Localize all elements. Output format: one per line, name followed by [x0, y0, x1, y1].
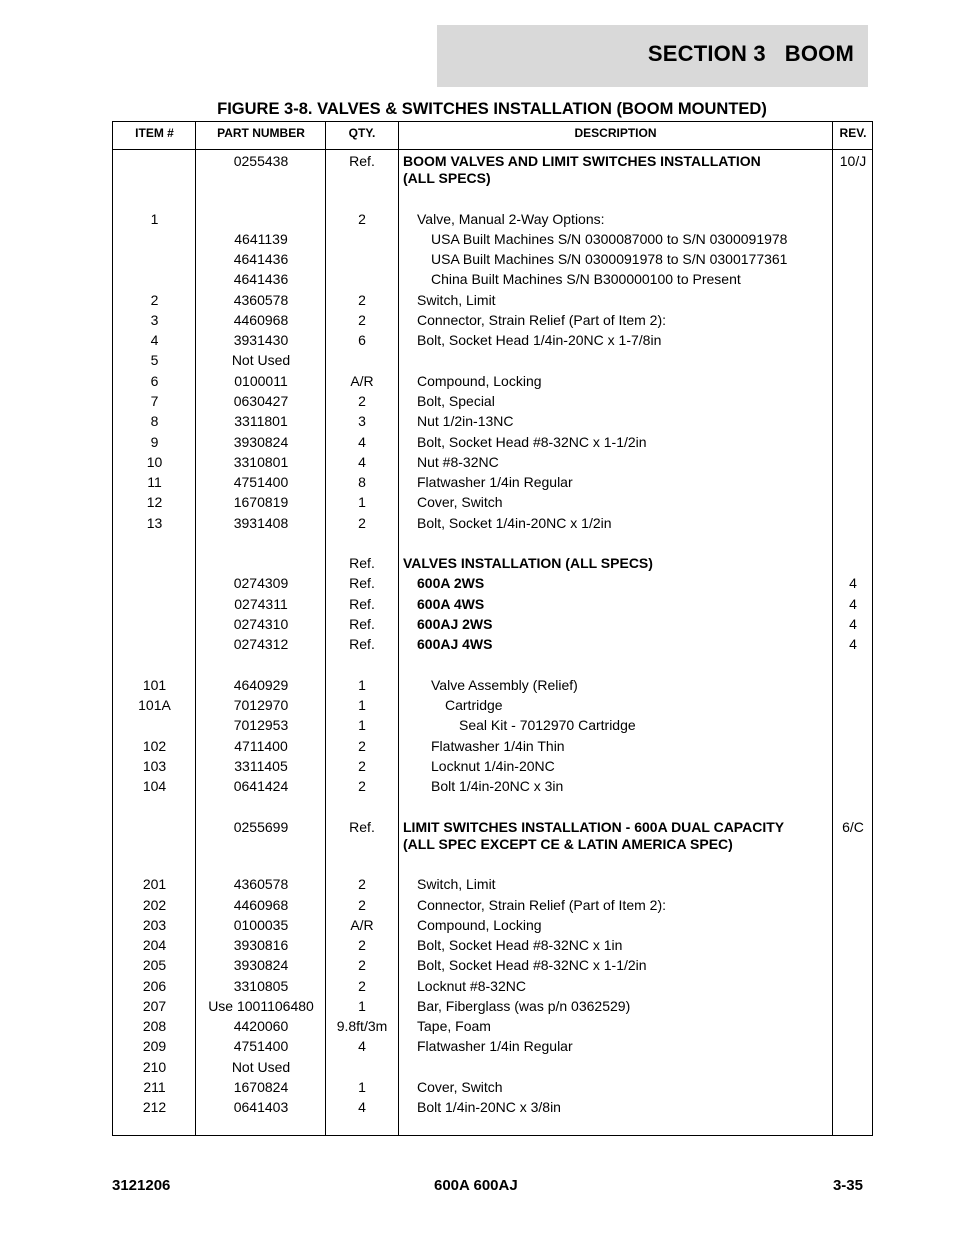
table-cell-quantity: 2 — [358, 211, 366, 227]
table-cell-description: BOOM VALVES AND LIMIT SWITCHES INSTALLATION — [403, 153, 761, 169]
table-cell-item-number: 8 — [150, 413, 159, 429]
table-cell-part-number: 0255438 — [233, 153, 289, 169]
table-cell-quantity: 4 — [358, 1038, 366, 1054]
table-cell-item-number: 3 — [150, 312, 159, 328]
table-cell-item-number: 212 — [142, 1099, 167, 1115]
table-cell-part-number: 7012970 — [233, 697, 289, 713]
figure-title: FIGURE 3-8. VALVES & SWITCHES INSTALLATION (BOOM MOUNTED) — [217, 100, 767, 118]
table-cell-description: 600A 2WS — [417, 575, 485, 591]
table-cell-item-number: 9 — [150, 434, 159, 450]
table-cell-part-number: 0255699 — [233, 819, 289, 835]
section-header — [437, 25, 868, 87]
header-description: DESCRIPTION — [574, 126, 657, 140]
table-cell-description: Cover, Switch — [417, 1079, 503, 1095]
table-cell-part-number: 4711400 — [234, 738, 288, 754]
table-cell-description: Switch, Limit — [417, 876, 496, 892]
table-cell-description: (ALL SPEC EXCEPT CE & LATIN AMERICA SPEC) — [403, 836, 733, 852]
table-cell-revision: 4 — [849, 575, 857, 591]
table-cell-description: Bolt, Socket Head #8-32NC x 1-1/2in — [417, 957, 647, 973]
table-cell-quantity: 1 — [358, 697, 366, 713]
table-cell-quantity: Ref. — [349, 555, 375, 571]
table-cell-quantity: 2 — [358, 978, 366, 994]
table-cell-part-number: 4641436 — [233, 271, 289, 287]
table-cell-description: Bolt, Socket 1/4in-20NC x 1/2in — [417, 515, 612, 531]
table-cell-item-number: 104 — [142, 778, 167, 794]
parts-table — [112, 121, 873, 1136]
table-cell-part-number: 3311405 — [234, 758, 288, 774]
table-cell-description: China Built Machines S/N B300000100 to Present — [431, 271, 741, 287]
table-cell-part-number: 4420060 — [233, 1018, 289, 1034]
section-title: SECTION 3 BOOM — [647, 41, 854, 66]
table-cell-part-number: 3310801 — [233, 454, 289, 470]
table-cell-part-number: 4360578 — [233, 876, 289, 892]
table-cell-item-number: 11 — [147, 474, 162, 490]
table-cell-revision: 6/C — [842, 819, 864, 835]
table-cell-description: Bolt 1/4in-20NC x 3/8in — [417, 1099, 561, 1115]
table-cell-description: Bolt, Socket Head #8-32NC x 1-1/2in — [417, 434, 647, 450]
table-cell-quantity: 2 — [358, 515, 366, 531]
table-cell-quantity: 8 — [358, 474, 366, 490]
table-cell-quantity: 1 — [358, 998, 366, 1014]
table-cell-quantity: 6 — [358, 332, 366, 348]
table-cell-revision: 10/J — [839, 153, 867, 169]
table-cell-part-number: 0274311 — [234, 596, 288, 612]
table-cell-part-number: 4360578 — [233, 292, 289, 308]
table-cell-description: VALVES INSTALLATION (ALL SPECS) — [403, 555, 653, 571]
table-cell-part-number: 3931430 — [233, 332, 289, 348]
header-rev: REV. — [839, 126, 867, 140]
table-cell-part-number: 0630427 — [233, 393, 289, 409]
footer-models: 600A 600AJ — [434, 1177, 518, 1194]
table-cell-revision: 4 — [849, 596, 857, 612]
table-cell-description: 600AJ 4WS — [417, 636, 493, 652]
table-cell-quantity: Ref. — [349, 636, 375, 652]
table-cell-part-number: 0100011 — [234, 373, 288, 389]
table-cell-quantity: 2 — [358, 758, 366, 774]
table-cell-description: Tape, Foam — [417, 1018, 491, 1034]
table-cell-description: Bolt 1/4in-20NC x 3in — [431, 778, 564, 794]
table-cell-quantity: 1 — [358, 1079, 366, 1095]
table-cell-description: Bolt, Socket Head #8-32NC x 1in — [417, 937, 623, 953]
table-cell-item-number: 6 — [150, 373, 159, 389]
table-cell-item-number: 208 — [142, 1018, 167, 1034]
table-cell-item-number: 103 — [142, 758, 167, 774]
table-cell-quantity: Ref. — [349, 616, 375, 632]
table-cell-part-number: 4640929 — [233, 677, 289, 693]
table-cell-quantity: 9.8ft/3m — [336, 1018, 388, 1034]
table-cell-description: Locknut 1/4in-20NC — [431, 758, 555, 774]
table-cell-description: Locknut #8-32NC — [417, 978, 526, 994]
table-cell-item-number: 13 — [146, 515, 163, 531]
table-cell-description: Bar, Fiberglass (was p/n 0362529) — [417, 998, 631, 1014]
table-cell-description: Valve Assembly (Relief) — [431, 677, 578, 693]
table-cell-item-number: 209 — [142, 1038, 167, 1054]
table-cell-description: (ALL SPECS) — [403, 170, 491, 186]
table-cell-item-number: 206 — [142, 978, 167, 994]
table-cell-quantity: 1 — [358, 677, 366, 693]
table-cell-part-number: 0274309 — [233, 575, 289, 591]
table-cell-part-number: 4460968 — [233, 897, 289, 913]
table-cell-part-number: 0274310 — [233, 616, 289, 632]
table-cell-quantity: 2 — [358, 292, 366, 308]
table-cell-item-number: 203 — [142, 917, 167, 933]
table-cell-description: Flatwasher 1/4in Regular — [417, 1038, 573, 1054]
table-cell-quantity: 2 — [358, 957, 366, 973]
table-cell-part-number: 4460968 — [233, 312, 289, 328]
table-cell-item-number: 2 — [150, 292, 159, 308]
table-cell-part-number: 4641139 — [234, 231, 288, 247]
table-cell-item-number: 201 — [142, 876, 167, 892]
table-cell-item-number: 207 — [142, 998, 167, 1014]
table-cell-part-number: 1670824 — [233, 1079, 289, 1095]
table-cell-description: Cartridge — [445, 697, 503, 713]
table-cell-item-number: 7 — [150, 393, 159, 409]
table-cell-part-number: 4751400 — [233, 474, 289, 490]
table-cell-revision: 4 — [849, 636, 857, 652]
table-cell-quantity: 2 — [358, 876, 366, 892]
table-cell-description: Nut #8-32NC — [417, 454, 499, 470]
table-cell-description: USA Built Machines S/N 0300091978 to S/N 0300177361 — [431, 251, 788, 267]
header-item: ITEM # — [135, 126, 174, 140]
table-cell-part-number: 4751400 — [233, 1038, 289, 1054]
table-cell-item-number: 5 — [150, 352, 159, 368]
table-cell-part-number: 3931408 — [233, 515, 289, 531]
footer-doc-number: 3121206 — [112, 1177, 171, 1194]
table-cell-quantity: 2 — [358, 738, 366, 754]
table-cell-quantity: A/R — [350, 373, 374, 389]
table-cell-part-number: 3930824 — [233, 434, 289, 450]
table-cell-quantity: 4 — [358, 1099, 366, 1115]
table-cell-description: Connector, Strain Relief (Part of Item 2): — [417, 897, 666, 913]
table-cell-item-number: 101A — [138, 697, 171, 713]
table-cell-item-number: 202 — [142, 897, 167, 913]
table-cell-item-number: 1 — [150, 211, 159, 227]
table-cell-quantity: 2 — [358, 897, 366, 913]
table-cell-quantity: Ref. — [349, 575, 375, 591]
table-cell-part-number: 3930824 — [233, 957, 289, 973]
table-cell-item-number: 10 — [146, 454, 163, 470]
table-cell-item-number: 205 — [142, 957, 167, 973]
header-divider — [113, 149, 872, 150]
table-cell-quantity: Ref. — [349, 596, 375, 612]
table-cell-part-number: 3311801 — [234, 413, 288, 429]
table-cell-quantity: 2 — [358, 937, 366, 953]
table-cell-description: 600AJ 2WS — [417, 616, 493, 632]
table-cell-description: 600A 4WS — [417, 596, 485, 612]
table-cell-item-number: 102 — [142, 738, 167, 754]
table-cell-description: Flatwasher 1/4in Regular — [417, 474, 573, 490]
header-part-number: PART NUMBER — [217, 126, 305, 140]
table-cell-item-number: 210 — [142, 1059, 167, 1075]
table-cell-part-number: 3310805 — [233, 978, 289, 994]
table-cell-part-number: Use 1001106480 — [208, 998, 314, 1014]
table-cell-quantity: 1 — [358, 717, 366, 733]
table-cell-description: USA Built Machines S/N 0300087000 to S/N 0300091978 — [431, 231, 788, 247]
table-cell-description: Compound, Locking — [417, 917, 542, 933]
table-cell-item-number: 211 — [143, 1079, 166, 1095]
table-cell-item-number: 4 — [150, 332, 159, 348]
table-cell-description: Nut 1/2in-13NC — [417, 413, 514, 429]
table-cell-part-number: 0641424 — [233, 778, 289, 794]
table-cell-description: Flatwasher 1/4in Thin — [431, 738, 565, 754]
table-cell-quantity: 1 — [358, 494, 366, 510]
table-cell-description: Connector, Strain Relief (Part of Item 2): — [417, 312, 666, 328]
table-cell-quantity: A/R — [350, 917, 374, 933]
header-qty: QTY. — [348, 126, 376, 140]
table-cell-part-number: 0100035 — [233, 917, 289, 933]
table-cell-quantity: 4 — [358, 434, 366, 450]
table-cell-description: Seal Kit - 7012970 Cartridge — [459, 717, 636, 733]
table-cell-description: Bolt, Socket Head 1/4in-20NC x 1-7/8in — [417, 332, 662, 348]
footer-page-number: 3-35 — [832, 1177, 863, 1194]
table-cell-part-number: 1670819 — [233, 494, 289, 510]
table-cell-quantity: 2 — [358, 312, 366, 328]
table-cell-description: Cover, Switch — [417, 494, 503, 510]
table-cell-quantity: 4 — [358, 454, 366, 470]
table-cell-part-number: 0641403 — [233, 1099, 289, 1115]
table-cell-quantity: Ref. — [349, 819, 375, 835]
table-cell-part-number: 3930816 — [233, 937, 289, 953]
column-divider — [398, 122, 399, 1135]
table-cell-description: Bolt, Special — [417, 393, 495, 409]
table-cell-item-number: 101 — [142, 677, 167, 693]
table-cell-part-number: 7012953 — [233, 717, 289, 733]
table-cell-revision: 4 — [849, 616, 857, 632]
table-cell-quantity: Ref. — [349, 153, 375, 169]
table-cell-part-number: 0274312 — [233, 636, 289, 652]
table-cell-quantity: 2 — [358, 778, 366, 794]
table-cell-part-number: Not Used — [231, 1059, 291, 1075]
table-cell-description: Compound, Locking — [417, 373, 542, 389]
table-cell-description: LIMIT SWITCHES INSTALLATION - 600A DUAL CAPACITY — [403, 819, 785, 835]
table-cell-part-number: 4641436 — [233, 251, 289, 267]
table-cell-quantity: 2 — [358, 393, 366, 409]
table-cell-description: Valve, Manual 2-Way Options: — [417, 211, 605, 227]
table-cell-part-number: Not Used — [231, 352, 291, 368]
table-cell-quantity: 3 — [358, 413, 366, 429]
table-cell-item-number: 12 — [146, 494, 163, 510]
table-cell-description: Switch, Limit — [417, 292, 496, 308]
table-cell-item-number: 204 — [142, 937, 167, 953]
